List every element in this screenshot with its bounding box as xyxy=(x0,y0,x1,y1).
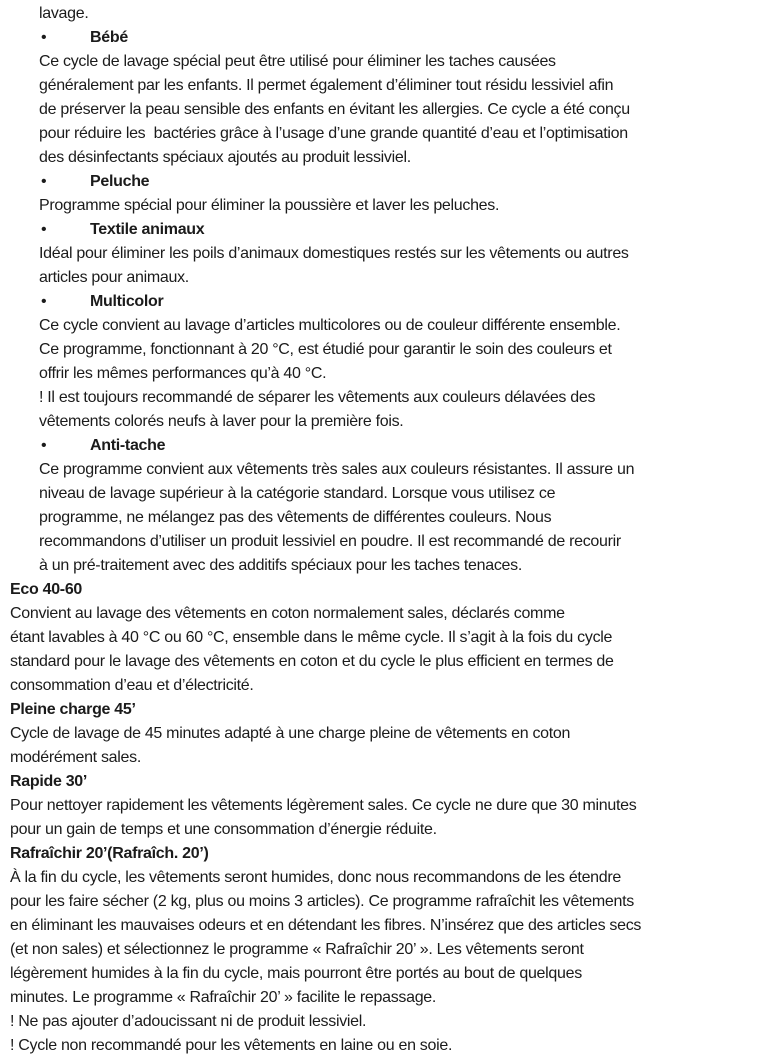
bullet-item xyxy=(41,170,760,194)
bullet-icon: • xyxy=(41,221,47,238)
text-line: offrir les mêmes performances qu’à 40 °C. xyxy=(39,365,327,382)
text-line: À la fin du cycle, les vêtements seront humides, donc nous recommandons de les étendre xyxy=(10,869,621,886)
text-line: des désinfectants spéciaux ajoutés au produit lessiviel. xyxy=(39,149,411,166)
text-line: Cycle de lavage de 45 minutes adapté à une charge pleine de vêtements en coton xyxy=(10,725,571,742)
text-line: lavage. xyxy=(39,5,89,22)
text-line: consommation d’eau et d’électricité. xyxy=(10,677,254,694)
text-line: niveau de lavage supérieur à la catégorie standard. Lorsque vous utilisez ce xyxy=(39,485,556,502)
text-line: ! Ne pas ajouter d’adoucissant ni de produit lessiviel. xyxy=(10,1013,367,1030)
bullet-icon: • xyxy=(41,29,47,46)
text-line: pour un gain de temps et une consommation d’énergie réduite. xyxy=(10,821,437,838)
text-line: à un pré-traitement avec des additifs spéciaux pour les taches tenaces. xyxy=(39,557,522,574)
text-line: en éliminant les mauvaises odeurs et en détendant les fibres. N’insérez que des articles secs xyxy=(10,917,642,934)
bullet-item xyxy=(41,218,760,242)
text-line: Pour nettoyer rapidement les vêtements légèrement sales. Ce cycle ne dure que 30 minutes xyxy=(10,797,637,814)
text-line: standard pour le lavage des vêtements en coton et du cycle le plus efficient en termes de xyxy=(10,653,614,670)
section-heading: Pleine charge 45’ xyxy=(10,701,136,718)
text-line: Convient au lavage des vêtements en coton normalement sales, déclarés comme xyxy=(10,605,565,622)
text-line: pour réduire les bactéries grâce à l’usage d’une grande quantité d’eau et l’optimisation xyxy=(39,125,628,142)
text-line: de préserver la peau sensible des enfants en évitant les allergies. Ce cycle a été conçu xyxy=(39,101,630,118)
text-line: Ce programme convient aux vêtements très sales aux couleurs résistantes. Il assure un xyxy=(39,461,635,478)
bullet-item xyxy=(41,434,760,458)
text-line: ! Il est toujours recommandé de séparer les vêtements aux couleurs délavées des xyxy=(39,389,596,406)
bullet-item xyxy=(41,290,760,314)
text-line: Ce programme, fonctionnant à 20 °C, est étudié pour garantir le soin des couleurs et xyxy=(39,341,612,358)
program-name: Textile animaux xyxy=(90,221,205,238)
text-line: (et non sales) et sélectionnez le programme « Rafraîchir 20’ ». Les vêtements seront xyxy=(10,941,584,958)
section-heading: Rafraîchir 20’(Rafraîch. 20’) xyxy=(10,845,209,862)
bullet-icon: • xyxy=(41,437,47,454)
text-line: Programme spécial pour éliminer la poussière et laver les peluches. xyxy=(39,197,500,214)
text-line: recommandons d’utiliser un produit lessiviel en poudre. Il est recommandé de recourir xyxy=(39,533,621,550)
text-line: minutes. Le programme « Rafraîchir 20’ » facilite le repassage. xyxy=(10,989,437,1006)
section-heading: Rapide 30’ xyxy=(10,773,88,790)
program-name: Peluche xyxy=(90,173,150,190)
bullet-item xyxy=(41,26,760,50)
text-line: pour les faire sécher (2 kg, plus ou moins 3 articles). Ce programme rafraîchit les vêtements xyxy=(10,893,634,910)
text-line: Ce cycle convient au lavage d’articles multicolores ou de couleur différente ensemble. xyxy=(39,317,621,334)
text-line: programme, ne mélangez pas des vêtements de différentes couleurs. Nous xyxy=(39,509,552,526)
text-line: vêtements colorés neufs à laver pour la première fois. xyxy=(39,413,404,430)
text-line: généralement par les enfants. Il permet également d’éliminer tout résidu lessiviel afin xyxy=(39,77,614,94)
text-line: Idéal pour éliminer les poils d’animaux domestiques restés sur les vêtements ou autres xyxy=(39,245,629,262)
text-line: articles pour animaux. xyxy=(39,269,189,286)
text-line: légèrement humides à la fin du cycle, mais pourront être portés au bout de quelques xyxy=(10,965,582,982)
text-line: modérément sales. xyxy=(10,749,141,766)
bullet-icon: • xyxy=(41,173,47,190)
bullet-icon: • xyxy=(41,293,47,310)
text-line: Ce cycle de lavage spécial peut être utilisé pour éliminer les taches causées xyxy=(39,53,556,70)
program-name: Multicolor xyxy=(90,293,164,310)
section-heading: Eco 40-60 xyxy=(10,581,83,598)
program-name: Anti-tache xyxy=(90,437,166,454)
program-name: Bébé xyxy=(90,29,128,46)
text-line: étant lavables à 40 °C ou 60 °C, ensemble dans le même cycle. Il s’agit à la fois du cycle xyxy=(10,629,613,646)
text-line: ! Cycle non recommandé pour les vêtements en laine ou en soie. xyxy=(10,1037,453,1054)
